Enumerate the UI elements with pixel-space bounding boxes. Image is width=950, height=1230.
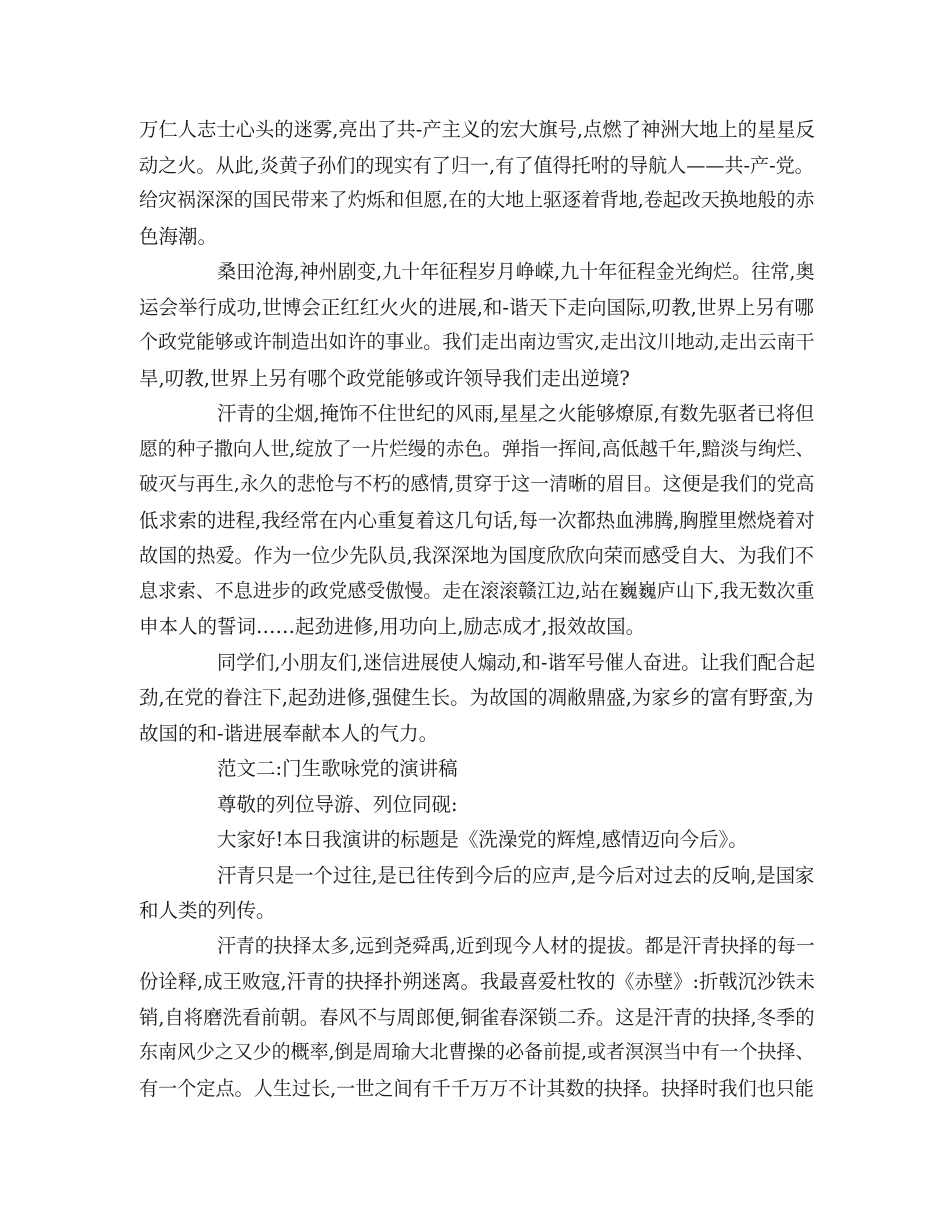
text-line: 故国的和-谐进展奉献本人的气力。 [139, 721, 439, 745]
text-line: 动之火。从此,炎黄子孙们的现实有了归一,有了值得托咐的导航人——共-产-党。 [139, 153, 814, 177]
paragraph-first-line: 汗青的抉择太多,远到尧舜禹,近到现今人材的提拔。都是汗青抉择的每一 [217, 934, 815, 957]
text-line: 破灭与再生,永久的悲怆与不朽的感情,贯穿于这一清晰的眉目。这便是我们的党高 [139, 473, 815, 495]
text-line: 运会举行成功,世博会正红红火火的进展,和-谐天下走向国际,叨教,世界上另有哪 [139, 295, 814, 319]
text-line: 给灾祸深深的国民带来了灼烁和但愿,在的大地上驱逐着背地,卷起改天换地般的赤 [139, 189, 815, 211]
paragraph-first-line: 范文二:门生歌咏党的演讲稿 [217, 757, 458, 780]
paragraph-first-line: 汗青的尘烟,掩饰不住世纪的风雨,星星之火能够燎原,有数先驱者已将但 [217, 402, 815, 425]
text-line: 申本人的誓词……起劲进修,用功向上,励志成才,报效故国。 [139, 615, 646, 638]
paragraph-first-line: 同学们,小朋友们,迷信进展使人煽动,和-谐军号催人奋进。让我们配合起 [217, 650, 815, 674]
text-line: 和人类的列传。 [139, 899, 276, 922]
text-line: 销,自将磨洗看前朝。春风不与周郎便,铜雀春深锁二乔。这是汗青的抉择,冬季的 [139, 1005, 815, 1029]
text-line: 份诠释,成王败寇,汗青的抉择扑朔迷离。我最喜爱杜牧的《赤壁》:折戟沉沙铁未 [139, 970, 815, 993]
paragraph-first-line: 尊敬的列位导游、列位同砚: [217, 792, 458, 816]
document-body [139, 112, 815, 1106]
text-line: 东南风少之又少的概率,倒是周瑜大北曹操的必备前提,或者溟溟当中有一个抉择、 [139, 1041, 815, 1063]
text-line: 息求索、不息进步的政党感受傲慢。走在滚滚赣江边,站在巍巍庐山下,我无数次重 [139, 579, 815, 602]
text-line: 个政党能够或许制造出如许的事业。我们走出南边雪灾,走出汶川地动,走出云南干 [139, 331, 815, 353]
text-line: 有一个定点。人生过长,一世之间有千千万万不计其数的抉择。抉择时我们也只能 [139, 1076, 814, 1100]
paragraph-first-line: 大家好!本日我演讲的标题是《洗澡党的辉煌,感情迈向今后》。 [217, 828, 748, 851]
text-line: 低求索的进程,我经常在内心重复着这几句话,每一次都热血沸腾,胸膛里燃烧着对 [139, 508, 815, 532]
text-line: 故国的热爱。作为一位少先队员,我深深地为国度欣欣向荣而感受自大、为我们不 [139, 544, 814, 567]
text-line: 劲,在党的眷注下,起劲进修,强健生长。为故国的凋敝鼎盛,为家乡的富有野蛮,为 [139, 686, 814, 709]
text-line: 愿的种子撒向人世,绽放了一片烂缦的赤色。弹指一挥间,高低越千年,黯淡与绚烂、 [139, 438, 815, 460]
text-line: 色海潮。 [139, 224, 218, 248]
text-line: 旱,叨教,世界上另有哪个政党能够或许领导我们走出逆境? [139, 366, 630, 390]
paragraph-first-line: 桑田沧海,神州剧变,九十年征程岁月峥嵘,九十年征程金光绚烂。往常,奥 [217, 260, 815, 283]
text-line: 万仁人志士心头的迷雾,亮出了共-产主义的宏大旗号,点燃了神洲大地上的星星反 [139, 118, 815, 141]
paragraph-first-line: 汗青只是一个过往,是已往传到今后的应声,是今后对过去的反响,是国家 [217, 863, 815, 887]
